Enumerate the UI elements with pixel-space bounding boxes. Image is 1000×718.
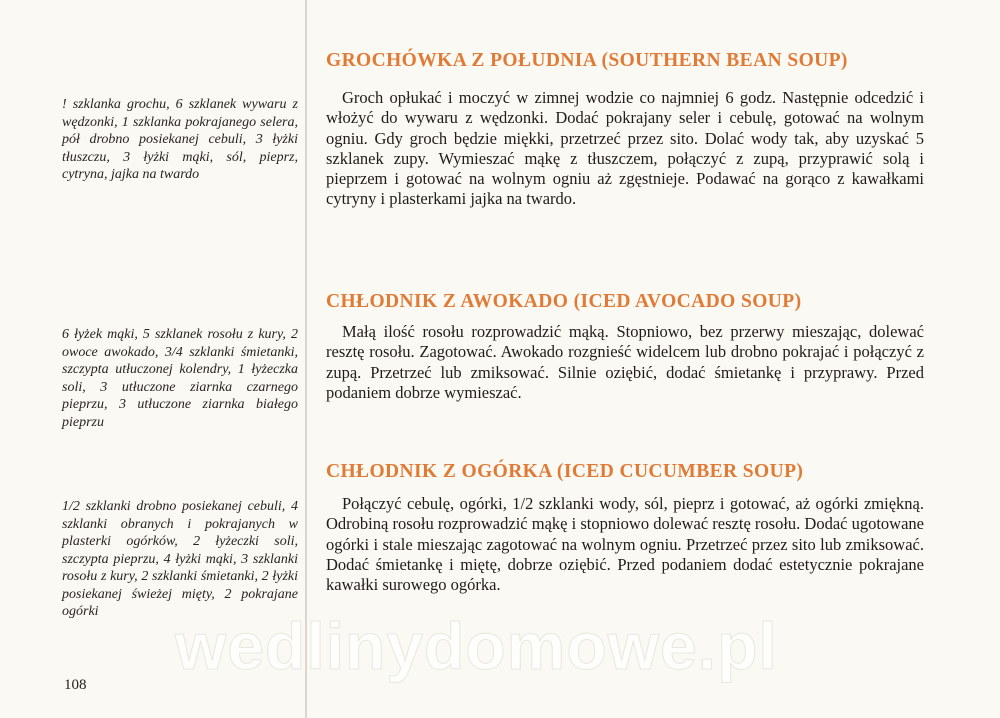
ingredients-chlodnik-ogorek: 1/2 szklanki drobno posiekanej cebuli, 4 szklanki obranych i pokrajanych w plasterki ogórków, 2 łyżeczki soli, szczypta pieprzu, 4 łyżki mąki, 3 szklanki rosołu z kury, 2 szklanki śmietanki, 2 łyżki posiekanej świeżej mięty, 2 pokrajane ogórki	[62, 499, 298, 619]
watermark: wedlinydomowe.pl	[175, 609, 778, 683]
instructions-chlodnik-ogorek: Połączyć cebulę, ogórki, 1/2 szklanki wody, sól, pieprz i gotować, aż ogórki zmiękną. Odrobiną rosołu rozprowadzić mąkę i stopniowo dolewać resztę rosołu. Dodać ugotowane ogórki i stale mieszając zagotować na wolnym ogniu. Przetrzeć przez sito lub zmiksować. Dodać śmietankę i miętę, dobrze oziębić. Przed podaniem dodać estetycznie pokrajane kawałki surowego ogórka.	[326, 494, 924, 595]
recipe-title-grochowka: GROCHÓWKA Z POŁUDNIA (SOUTHERN BEAN SOUP)	[326, 50, 848, 71]
ingredients-grochowka: ! szklanka grochu, 6 szklanek wywaru z wędzonki, 1 szklanka pokrajanego selera, pół drobno posiekanej cebuli, 3 łyżki tłuszczu, 3 łyżki mąki, sól, pieprz, cytryna, jajka na twardo	[62, 97, 298, 182]
page-number: 108	[64, 677, 87, 693]
instructions-grochowka: Groch opłukać i moczyć w zimnej wodzie co najmniej 6 godz. Następnie odcedzić i włożyć do wywaru z wędzonki. Dodać pokrajany seler i cebulę, gotować na wolnym ogniu. Gdy groch będzie miękki, przetrzeć przez sito. Dolać wody tak, aby uzyskać 5 szklanek zupy. Wymieszać mąkę z tłuszczem, połączyć z zupą, przyprawić solą i pieprzem i gotować na wolnym ogniu aż zgęstnieje. Podawać na gorąco z kawałkami cytryny i plasterkami jajka na twardo.	[326, 88, 924, 209]
column-divider	[305, 0, 307, 718]
recipe-title-chlodnik-awokado: CHŁODNIK Z AWOKADO (ICED AVOCADO SOUP)	[326, 291, 802, 312]
ingredients-chlodnik-awokado: 6 łyżek mąki, 5 szklanek rosołu z kury, 2 owoce awokado, 3/4 szklanki śmietanki, szczypta utłuczonej kolendry, 1 łyżeczka soli, 3 utłuczone ziarnka czarnego pieprzu, 3 utłuczone ziarnka białego pieprzu	[62, 327, 298, 430]
recipe-title-chlodnik-ogorek: CHŁODNIK Z OGÓRKA (ICED CUCUMBER SOUP)	[326, 461, 804, 482]
instructions-chlodnik-awokado: Małą ilość rosołu rozprowadzić mąką. Stopniowo, bez przerwy mieszając, dolewać resztę rosołu. Zagotować. Awokado rozgnieść widelcem lub drobno pokrajać i połączyć z zupą. Przetrzeć lub zmiksować. Silnie oziębić, dodać śmietankę i przyprawy. Przed podaniem dobrze wymieszać.	[326, 322, 924, 402]
